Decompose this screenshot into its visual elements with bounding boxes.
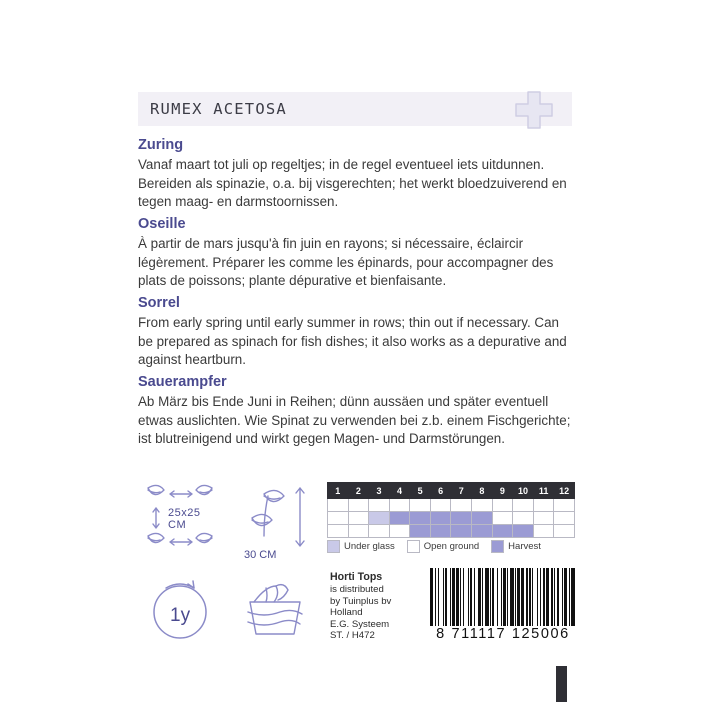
barcode xyxy=(430,568,576,654)
calendar-cell-r2-m11 xyxy=(533,512,554,525)
calendar-month-1: 1 xyxy=(328,483,349,499)
calendar-row xyxy=(328,499,575,512)
calendar-cell-r1-m1 xyxy=(328,499,349,512)
calendar-cell-r2-m3 xyxy=(369,512,390,525)
calendar-cell-r2-m1 xyxy=(328,512,349,525)
calendar-cell-r3-m8 xyxy=(472,525,493,538)
sowing-calendar xyxy=(327,482,575,538)
calendar-cell-r1-m5 xyxy=(410,499,431,512)
calendar-month-7: 7 xyxy=(451,483,472,499)
calendar-month-12: 12 xyxy=(554,483,575,499)
calendar-cell-r3-m1 xyxy=(328,525,349,538)
calendar-month-10: 10 xyxy=(513,483,534,499)
section-en-heading: Sorrel xyxy=(138,295,180,311)
calendar-cell-r3-m4 xyxy=(389,525,410,538)
calendar-cell-r2-m12 xyxy=(554,512,575,525)
section-en-body: From early spring until early summer in rows; thin out if necessary. Can be prepared as spinach for fish dishes; it also works as a depurative and against heartburn. xyxy=(138,315,567,368)
section-fr-body: À partir de mars jusqu'à fin juin en rayons; si nécessaire, éclaircir légèrement. Préparer les comme les épinards, pour accompagner des plats de poissons; plante dépurative et bienfaisante. xyxy=(138,236,554,289)
calendar-row xyxy=(328,525,575,538)
spacing-label-value: 25x25 xyxy=(168,507,201,519)
legend-swatch-under-glass xyxy=(327,540,340,553)
calendar-cell-r2-m10 xyxy=(513,512,534,525)
spacing-label-unit: CM xyxy=(168,519,187,531)
bottom-registration-mark xyxy=(556,666,567,702)
calendar-month-2: 2 xyxy=(348,483,369,499)
calendar-cell-r3-m11 xyxy=(533,525,554,538)
section-de xyxy=(138,374,576,449)
calendar-cell-r2-m9 xyxy=(492,512,513,525)
calendar-cell-r1-m12 xyxy=(554,499,575,512)
section-nl-body: Vanaf maart tot juli op regeltjes; in de regel eventueel iets uitdunnen. Bereiden als spinazie, o.a. bij visgerechten; het werkt bloedzuiverend en tegen maag- en darmstoornissen. xyxy=(138,157,567,210)
calendar-cell-r2-m8 xyxy=(472,512,493,525)
harvest-icon-panel xyxy=(238,568,320,653)
calendar-cell-r1-m11 xyxy=(533,499,554,512)
calendar-cell-r1-m3 xyxy=(369,499,390,512)
calendar-cell-r1-m9 xyxy=(492,499,513,512)
barcode-digits: 8 711117 125006 xyxy=(436,626,570,642)
calendar-cell-r2-m2 xyxy=(348,512,369,525)
calendar-cell-r3-m9 xyxy=(492,525,513,538)
brand-name: Horti Tops xyxy=(330,571,383,583)
calendar-month-6: 6 xyxy=(430,483,451,499)
calendar-month-8: 8 xyxy=(472,483,493,499)
distributor-line-5: ST. / H472 xyxy=(330,630,375,642)
calendar-cell-r3-m7 xyxy=(451,525,472,538)
spacing-icon-panel xyxy=(138,478,238,563)
legend-item-open-ground xyxy=(407,540,479,553)
page-title: RUMEX ACETOSA xyxy=(150,100,287,118)
legend-item-harvest xyxy=(491,540,541,553)
depth-icon-panel xyxy=(238,478,320,563)
section-nl xyxy=(138,137,576,212)
calendar-legend xyxy=(327,540,575,553)
lifecycle-icon-panel xyxy=(138,568,238,653)
calendar-cell-r2-m7 xyxy=(451,512,472,525)
calendar-body xyxy=(328,499,575,538)
harvest-basket-icon xyxy=(238,568,320,653)
distributor-line-4: E.G. Systeem xyxy=(330,618,390,630)
plant-spacing-icon xyxy=(138,478,238,563)
calendar-header-row xyxy=(328,483,575,499)
title-bar xyxy=(138,92,572,126)
calendar-month-5: 5 xyxy=(410,483,431,499)
calendar-table xyxy=(327,482,575,538)
calendar-cell-r2-m5 xyxy=(410,512,431,525)
distributor-line-1: is distributed xyxy=(330,584,384,596)
distributor-line-3: Holland xyxy=(330,607,363,619)
calendar-month-11: 11 xyxy=(533,483,554,499)
cross-icon xyxy=(512,88,556,132)
lifecycle-label: 1y xyxy=(170,605,191,626)
distributor-info xyxy=(330,572,420,641)
calendar-cell-r3-m2 xyxy=(348,525,369,538)
legend-swatch-open-ground xyxy=(407,540,420,553)
section-fr-heading: Oseille xyxy=(138,216,186,232)
calendar-cell-r3-m3 xyxy=(369,525,390,538)
section-fr xyxy=(138,216,576,291)
calendar-cell-r3-m12 xyxy=(554,525,575,538)
legend-label-under-glass: Under glass xyxy=(344,541,395,552)
plant-height-icon xyxy=(238,478,320,563)
calendar-cell-r1-m2 xyxy=(348,499,369,512)
legend-label-harvest: Harvest xyxy=(508,541,541,552)
distributor-line-2: by Tuinplus bv xyxy=(330,595,392,607)
legend-label-open-ground: Open ground xyxy=(423,541,480,552)
section-de-heading: Sauerampfer xyxy=(138,374,227,390)
calendar-cell-r1-m8 xyxy=(472,499,493,512)
calendar-cell-r3-m10 xyxy=(513,525,534,538)
calendar-cell-r2-m4 xyxy=(389,512,410,525)
calendar-cell-r2-m6 xyxy=(430,512,451,525)
barcode-bars xyxy=(430,568,576,626)
calendar-month-9: 9 xyxy=(492,483,513,499)
calendar-cell-r1-m4 xyxy=(389,499,410,512)
calendar-cell-r1-m10 xyxy=(513,499,534,512)
legend-item-under-glass xyxy=(327,540,395,553)
calendar-month-4: 4 xyxy=(389,483,410,499)
section-en xyxy=(138,295,576,370)
calendar-cell-r1-m7 xyxy=(451,499,472,512)
one-year-cycle-icon xyxy=(138,568,238,653)
section-nl-heading: Zuring xyxy=(138,137,184,153)
calendar-row xyxy=(328,512,575,525)
calendar-month-3: 3 xyxy=(369,483,390,499)
depth-label: 30 CM xyxy=(244,549,277,561)
legend-swatch-harvest xyxy=(491,540,504,553)
calendar-cell-r3-m5 xyxy=(410,525,431,538)
section-de-body: Ab März bis Ende Juni in Reihen; dünn aussäen und später eventuell etwas auslichten. Wie Spinat zu verwenden bei z.b. einem Fischgerichte; ist blutreinigend und wirkt gegen Magen- und Darmstörungen. xyxy=(138,394,571,447)
calendar-cell-r3-m6 xyxy=(430,525,451,538)
calendar-cell-r1-m6 xyxy=(430,499,451,512)
